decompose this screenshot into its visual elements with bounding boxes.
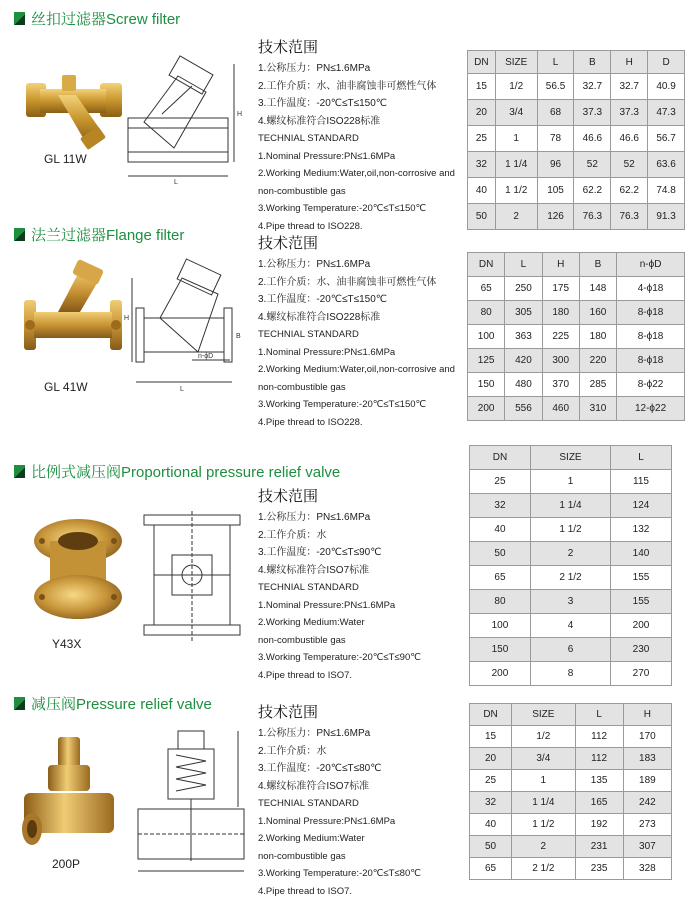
table-cell: 4: [530, 614, 610, 638]
model-label: Y43X: [52, 637, 81, 651]
table-cell: 200: [611, 614, 672, 638]
table-header-cell: SIZE: [512, 704, 575, 726]
table-row: [470, 542, 672, 566]
table-header-cell: H: [611, 51, 648, 74]
svg-text:B: B: [236, 333, 241, 340]
section-pressure-relief-valve: [0, 685, 690, 887]
section-title-text: 丝扣过滤器Screw filter: [31, 8, 180, 29]
table-cell: 32: [470, 792, 512, 814]
spec-en-line: 3.Working Temperature:-20℃≤T≤150℃: [258, 200, 455, 218]
model-label: 200P: [52, 857, 80, 871]
technical-drawing-proportional-valve: [136, 511, 248, 646]
spec-heading: 技术范围: [258, 703, 421, 723]
spec-cn-line: 4.螺纹标准符合ISO228标准: [258, 309, 455, 327]
table-cell: 150: [470, 638, 531, 662]
technical-drawing-screw-filter: [122, 56, 250, 186]
spec-cn-line: 4.螺纹标准符合ISO7标准: [258, 778, 421, 796]
table-cell: 235: [575, 858, 623, 880]
table-cell: 155: [611, 590, 672, 614]
section-proportional-relief-valve: [0, 445, 690, 680]
table-cell: 2: [512, 836, 575, 858]
spec-cn-line: 4.螺纹标准符合ISO7标准: [258, 562, 421, 580]
table-cell: 80: [468, 301, 505, 325]
table-row: [468, 126, 685, 152]
technical-drawing-relief-valve: [128, 729, 250, 879]
table-cell: 56.7: [648, 126, 685, 152]
table-row: [470, 614, 672, 638]
section-flange-filter: [0, 220, 690, 435]
table-row: [468, 397, 685, 421]
table-cell: 76.3: [574, 204, 611, 230]
table-row: [470, 770, 672, 792]
spec-en-line: 3.Working Temperature:-20℃≤T≤150℃: [258, 396, 455, 414]
table-row: [468, 301, 685, 325]
spec-heading: 技术范围: [258, 38, 455, 58]
spec-cn-line: 1.公称压力：PN≤1.6MPa: [258, 725, 421, 743]
table-cell: 25: [470, 770, 512, 792]
dimension-table: [469, 703, 672, 880]
table-cell: 1: [530, 470, 610, 494]
table-cell: 46.6: [611, 126, 648, 152]
table-cell: 25: [468, 126, 496, 152]
table-cell: 460: [542, 397, 579, 421]
spec-en-line: 2.Working Medium:Water,oil,non-corrosive and: [258, 361, 455, 379]
table-cell: 300: [542, 349, 579, 373]
table-cell: 305: [505, 301, 542, 325]
dimension-table: [467, 50, 685, 230]
table-cell: 126: [537, 204, 574, 230]
table-cell: 175: [542, 277, 579, 301]
table-cell: 65: [468, 277, 505, 301]
table-cell: 220: [579, 349, 616, 373]
spec-block: [258, 38, 455, 235]
table-cell: 40.9: [648, 74, 685, 100]
table-cell: 285: [579, 373, 616, 397]
spec-cn-line: 3.工作温度：-20℃≤T≤150℃: [258, 95, 455, 113]
spec-cn-line: 4.螺纹标准符合ISO228标准: [258, 113, 455, 131]
spec-en-line: TECHNIAL STANDARD: [258, 579, 421, 597]
table-header-cell: L: [505, 253, 542, 277]
table-header-cell: n-ϕD: [617, 253, 685, 277]
section-marker-icon: [14, 228, 25, 241]
section-title-text: 比例式减压阀Proportional pressure relief valve: [31, 461, 340, 482]
dimension-table: [469, 445, 672, 686]
table-cell: 65: [470, 858, 512, 880]
spec-cn-line: 2.工作介质：水、油非腐蚀非可燃性气体: [258, 274, 455, 292]
table-cell: 8: [530, 662, 610, 686]
spec-en-line: TECHNIAL STANDARD: [258, 795, 421, 813]
table-header-cell: H: [623, 704, 671, 726]
table-cell: 328: [623, 858, 671, 880]
table-cell: 62.2: [574, 178, 611, 204]
table-cell: 135: [575, 770, 623, 792]
svg-text:H: H: [124, 315, 129, 322]
model-label: GL 11W: [44, 152, 87, 166]
table-cell: 100: [470, 614, 531, 638]
spec-en-line: TECHNIAL STANDARD: [258, 130, 455, 148]
product-photo-relief-valve: [18, 733, 118, 853]
table-header-cell: L: [611, 446, 672, 470]
spec-cn-line: 1.公称压力：PN≤1.6MPa: [258, 256, 455, 274]
svg-text:L: L: [174, 179, 178, 186]
table-cell: 37.3: [611, 100, 648, 126]
table-cell: 15: [470, 726, 512, 748]
table-header-cell: L: [537, 51, 574, 74]
section-screw-filter: [0, 0, 690, 215]
spec-en-line: 3.Working Temperature:-20℃≤T≤80℃: [258, 865, 421, 883]
table-cell: 47.3: [648, 100, 685, 126]
table-header-cell: SIZE: [495, 51, 537, 74]
section-title: [14, 224, 184, 245]
table-cell: 50: [470, 836, 512, 858]
spec-cn-line: 2.工作介质：水: [258, 527, 421, 545]
table-cell: 1: [495, 126, 537, 152]
spec-en-line: 1.Nominal Pressure:PN≤1.6MPa: [258, 148, 455, 166]
table-cell: 310: [579, 397, 616, 421]
table-cell: 242: [623, 792, 671, 814]
table-cell: 65: [470, 566, 531, 590]
spec-en-line: 4.Pipe thread to ISO7.: [258, 883, 421, 900]
table-cell: 148: [579, 277, 616, 301]
table-cell: 4-ϕ18: [617, 277, 685, 301]
table-cell: 112: [575, 726, 623, 748]
table-cell: 273: [623, 814, 671, 836]
table-cell: 96: [537, 152, 574, 178]
table-cell: 1/2: [512, 726, 575, 748]
spec-en-line: 1.Nominal Pressure:PN≤1.6MPa: [258, 344, 455, 362]
table-cell: 150: [468, 373, 505, 397]
spec-cn-line: 2.工作介质：水: [258, 743, 421, 761]
table-cell: 307: [623, 836, 671, 858]
table-cell: 420: [505, 349, 542, 373]
spec-en-line: non-combustible gas: [258, 183, 455, 201]
table-cell: 3: [530, 590, 610, 614]
table-cell: 1 1/2: [530, 518, 610, 542]
table-cell: 2: [530, 542, 610, 566]
table-cell: 100: [468, 325, 505, 349]
table-row: [468, 178, 685, 204]
spec-en-line: TECHNIAL STANDARD: [258, 326, 455, 344]
table-cell: 165: [575, 792, 623, 814]
table-header-cell: B: [574, 51, 611, 74]
table-row: [470, 470, 672, 494]
section-title-text: 法兰过滤器Flange filter: [31, 224, 184, 245]
table-cell: 68: [537, 100, 574, 126]
spec-en-line: non-combustible gas: [258, 379, 455, 397]
table-row: [470, 836, 672, 858]
table-header-cell: DN: [468, 51, 496, 74]
table-cell: 125: [468, 349, 505, 373]
table-cell: 50: [470, 542, 531, 566]
table-header-cell: H: [542, 253, 579, 277]
table-cell: 225: [542, 325, 579, 349]
spec-cn-line: 3.工作温度：-20℃≤T≤80℃: [258, 760, 421, 778]
spec-en-line: 2.Working Medium:Water: [258, 614, 421, 632]
table-cell: 12-ϕ22: [617, 397, 685, 421]
table-cell: 180: [579, 325, 616, 349]
spec-block: [258, 703, 421, 900]
section-marker-icon: [14, 12, 25, 25]
spec-en-line: 1.Nominal Pressure:PN≤1.6MPa: [258, 813, 421, 831]
table-row: [470, 566, 672, 590]
product-photo-screw-filter: [20, 55, 130, 150]
table-cell: 62.2: [611, 178, 648, 204]
table-header-cell: DN: [470, 446, 531, 470]
section-title: [14, 461, 340, 482]
table-cell: 40: [470, 814, 512, 836]
table-cell: 40: [470, 518, 531, 542]
product-photo-flange-filter: [18, 260, 128, 370]
table-cell: 32: [468, 152, 496, 178]
table-cell: 20: [468, 100, 496, 126]
table-cell: 52: [574, 152, 611, 178]
technical-drawing-flange-filter: [122, 260, 252, 395]
table-header-cell: DN: [468, 253, 505, 277]
table-cell: 189: [623, 770, 671, 792]
table-cell: 112: [575, 748, 623, 770]
spec-en-line: non-combustible gas: [258, 632, 421, 650]
table-cell: 3/4: [495, 100, 537, 126]
table-cell: 8-ϕ22: [617, 373, 685, 397]
table-row: [470, 494, 672, 518]
product-photo-proportional-valve: [28, 513, 128, 625]
table-row: [470, 792, 672, 814]
spec-cn-line: 2.工作介质：水、油非腐蚀非可燃性气体: [258, 78, 455, 96]
spec-en-line: 3.Working Temperature:-20℃≤T≤90℃: [258, 649, 421, 667]
table-row: [470, 518, 672, 542]
table-row: [468, 152, 685, 178]
table-cell: 480: [505, 373, 542, 397]
table-header-cell: L: [575, 704, 623, 726]
spec-cn-line: 1.公称压力：PN≤1.6MPa: [258, 509, 421, 527]
table-cell: 40: [468, 178, 496, 204]
table-cell: 105: [537, 178, 574, 204]
table-cell: 32.7: [611, 74, 648, 100]
spec-heading: 技术范围: [258, 234, 455, 254]
spec-block: [258, 234, 455, 431]
table-cell: 270: [611, 662, 672, 686]
table-row: [470, 590, 672, 614]
table-cell: 140: [611, 542, 672, 566]
table-cell: 183: [623, 748, 671, 770]
table-row: [468, 373, 685, 397]
table-cell: 124: [611, 494, 672, 518]
table-cell: 1 1/4: [530, 494, 610, 518]
table-cell: 2: [495, 204, 537, 230]
table-row: [468, 100, 685, 126]
svg-text:L: L: [180, 386, 184, 393]
table-row: [468, 349, 685, 373]
table-cell: 132: [611, 518, 672, 542]
spec-cn-line: 1.公称压力：PN≤1.6MPa: [258, 60, 455, 78]
table-cell: 230: [611, 638, 672, 662]
spec-en-line: 4.Pipe thread to ISO228.: [258, 414, 455, 432]
table-row: [468, 277, 685, 301]
table-cell: 2 1/2: [512, 858, 575, 880]
table-cell: 52: [611, 152, 648, 178]
dimension-table: [467, 252, 685, 421]
table-cell: 6: [530, 638, 610, 662]
table-row: [470, 814, 672, 836]
svg-text:H: H: [237, 111, 242, 118]
section-marker-icon: [14, 697, 25, 710]
model-label: GL 41W: [44, 380, 88, 394]
table-cell: 32: [470, 494, 531, 518]
table-cell: 192: [575, 814, 623, 836]
table-row: [470, 858, 672, 880]
table-cell: 200: [470, 662, 531, 686]
table-cell: 115: [611, 470, 672, 494]
spec-en-line: non-combustible gas: [258, 848, 421, 866]
table-cell: 363: [505, 325, 542, 349]
table-cell: 556: [505, 397, 542, 421]
table-header-cell: D: [648, 51, 685, 74]
table-cell: 200: [468, 397, 505, 421]
table-row: [470, 748, 672, 770]
table-cell: 1 1/2: [495, 178, 537, 204]
section-marker-icon: [14, 465, 25, 478]
table-row: [468, 325, 685, 349]
table-cell: 46.6: [574, 126, 611, 152]
spec-en-line: 4.Pipe thread to ISO228.: [258, 218, 455, 236]
table-cell: 78: [537, 126, 574, 152]
table-cell: 76.3: [611, 204, 648, 230]
table-cell: 37.3: [574, 100, 611, 126]
table-cell: 56.5: [537, 74, 574, 100]
section-title: [14, 8, 180, 29]
table-cell: 74.8: [648, 178, 685, 204]
table-cell: 80: [470, 590, 531, 614]
table-cell: 63.6: [648, 152, 685, 178]
table-header-cell: DN: [470, 704, 512, 726]
table-cell: 1 1/4: [512, 792, 575, 814]
section-title-text: 减压阀Pressure relief valve: [31, 693, 212, 714]
table-header-cell: SIZE: [530, 446, 610, 470]
table-cell: 155: [611, 566, 672, 590]
table-cell: 1 1/4: [495, 152, 537, 178]
table-cell: 91.3: [648, 204, 685, 230]
table-row: [468, 74, 685, 100]
table-header-cell: B: [579, 253, 616, 277]
spec-en-line: 1.Nominal Pressure:PN≤1.6MPa: [258, 597, 421, 615]
table-row: [470, 638, 672, 662]
table-row: [470, 726, 672, 748]
spec-cn-line: 3.工作温度：-20℃≤T≤90℃: [258, 544, 421, 562]
table-cell: 250: [505, 277, 542, 301]
table-cell: 50: [468, 204, 496, 230]
table-row: [470, 662, 672, 686]
table-cell: 8-ϕ18: [617, 325, 685, 349]
table-cell: 15: [468, 74, 496, 100]
table-cell: 1/2: [495, 74, 537, 100]
spec-en-line: 4.Pipe thread to ISO7.: [258, 667, 421, 685]
table-cell: 160: [579, 301, 616, 325]
table-cell: 1: [512, 770, 575, 792]
table-cell: 25: [470, 470, 531, 494]
section-title: [14, 693, 212, 714]
table-cell: 1 1/2: [512, 814, 575, 836]
table-cell: 231: [575, 836, 623, 858]
spec-block: [258, 487, 421, 684]
table-cell: 20: [470, 748, 512, 770]
spec-heading: 技术范围: [258, 487, 421, 507]
table-cell: 3/4: [512, 748, 575, 770]
table-cell: 2 1/2: [530, 566, 610, 590]
table-cell: 32.7: [574, 74, 611, 100]
table-cell: 180: [542, 301, 579, 325]
table-cell: 8-ϕ18: [617, 349, 685, 373]
spec-en-line: 2.Working Medium:Water,oil,non-corrosive and: [258, 165, 455, 183]
table-cell: 170: [623, 726, 671, 748]
svg-text:n-ϕD: n-ϕD: [198, 353, 213, 360]
table-cell: 8-ϕ18: [617, 301, 685, 325]
spec-en-line: 2.Working Medium:Water: [258, 830, 421, 848]
table-cell: 370: [542, 373, 579, 397]
spec-cn-line: 3.工作温度：-20℃≤T≤150℃: [258, 291, 455, 309]
